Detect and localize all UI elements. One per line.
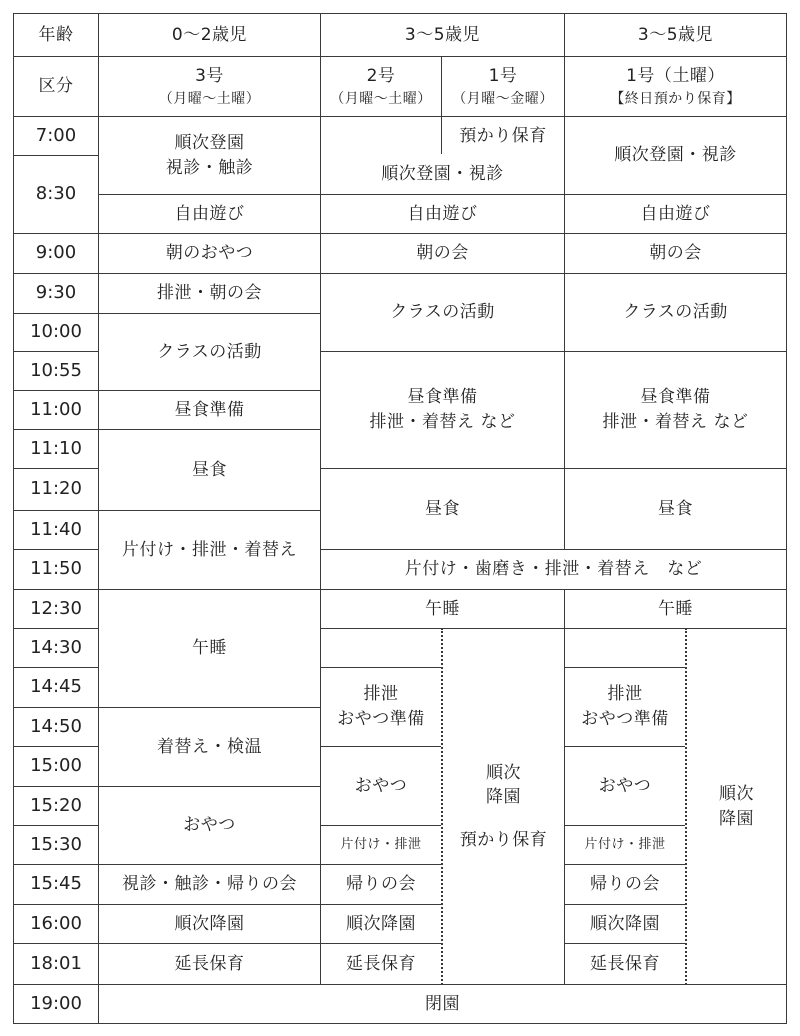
activity-snack: おやつ	[98, 786, 321, 865]
activity-text: 降園	[719, 808, 754, 829]
activity-closing: 閉園	[98, 984, 787, 1024]
header-age-0-2: 0～2歳児	[98, 13, 321, 57]
activity-text: 昼食準備	[640, 387, 711, 408]
header-class-label: 区分	[13, 56, 99, 117]
activity-childcare-1: 預かり保育	[441, 116, 565, 156]
activity-toilet-snack-prep	[320, 667, 442, 747]
activity-arrival-checkup-sat: 順次登園・視診	[564, 116, 787, 195]
activity-text: 降園	[486, 787, 521, 808]
activity-going-home-meeting-sat: 帰りの会	[564, 864, 686, 905]
header-class-3	[98, 56, 321, 117]
class-1-sat-note: 【終日預かり保育】	[610, 90, 741, 107]
activity-arrival-checkup	[98, 116, 321, 195]
activity-text: 預かり保育	[459, 829, 548, 850]
activity-class-sat: クラスの活動	[564, 273, 787, 352]
time-cell: 18:01	[13, 943, 99, 985]
activity-text: 排泄・着替え など	[369, 412, 516, 432]
class-1-title: 1号	[488, 66, 518, 87]
activity-lunch-prep-sat	[564, 351, 787, 469]
header-age-3-5-saturday: 3～5歳児	[564, 13, 787, 57]
time-cell: 11:40	[13, 510, 99, 550]
activity-text: 順次登園	[174, 132, 245, 153]
time-cell: 15:30	[13, 825, 99, 865]
activity-free-play-sat: 自由遊び	[564, 194, 787, 234]
activity-going-home-meeting: 帰りの会	[320, 864, 442, 905]
class-3-days: （月曜～土曜）	[158, 90, 261, 107]
class-3-title: 3号	[195, 66, 224, 87]
activity-text: おやつ準備	[581, 709, 669, 729]
activity-toilet-snack-prep-sat	[564, 667, 686, 747]
time-cell: 10:55	[13, 351, 99, 391]
time-cell: 12:30	[13, 589, 99, 629]
activity-morning-meeting-sat: 朝の会	[564, 233, 787, 274]
activity-lunch-prep: 昼食準備	[98, 390, 321, 430]
time-cell: 16:00	[13, 904, 99, 944]
activity-departure: 順次降園	[320, 904, 442, 944]
header-class-2	[320, 56, 442, 117]
header-class-1-saturday	[564, 56, 787, 117]
activity-text: 排泄	[363, 684, 399, 705]
activity-departure: 順次降園	[98, 904, 321, 944]
activity-class: クラスの活動	[320, 273, 565, 352]
time-cell: 7:00	[13, 116, 99, 156]
header-age-label: 年齢	[13, 13, 99, 57]
activity-free-play: 自由遊び	[98, 194, 321, 234]
time-cell: 15:00	[13, 746, 99, 787]
activity-text: 順次	[486, 762, 521, 783]
time-cell: 9:00	[13, 233, 99, 274]
activity-cleanup-toilet: 片付け・排泄	[320, 825, 442, 865]
time-cell: 11:10	[13, 429, 99, 469]
time-cell: 14:45	[13, 667, 99, 708]
time-cell: 9:30	[13, 273, 99, 314]
activity-extended-care-sat: 延長保育	[564, 943, 686, 985]
activity-morning-meeting: 朝の会	[320, 233, 565, 274]
activity-text: 順次	[719, 783, 754, 804]
activity-nap-sat: 午睡	[564, 589, 787, 629]
activity-lunch-sat: 昼食	[564, 468, 787, 550]
activity-departure-childcare-1	[441, 628, 565, 985]
activity-empty	[564, 628, 686, 668]
activity-extended-care: 延長保育	[320, 943, 442, 985]
class-2-days: （月曜～土曜）	[330, 90, 432, 107]
activity-checkup-meeting: 視診・触診・帰りの会	[98, 864, 321, 905]
activity-arrival-2	[320, 116, 442, 156]
header-class-1	[441, 56, 565, 117]
activity-arrival-checkup: 順次登園・視診	[320, 154, 565, 195]
activity-change-temperature: 着替え・検温	[98, 707, 321, 787]
activity-cleanup-toilet-sat: 片付け・排泄	[564, 825, 686, 865]
activity-lunch: 昼食	[320, 468, 565, 550]
activity-snack-sat: おやつ	[564, 746, 686, 826]
activity-lunch-prep	[320, 351, 565, 469]
activity-nap: 午睡	[98, 589, 321, 708]
time-cell: 10:00	[13, 313, 99, 352]
time-cell: 19:00	[13, 984, 99, 1024]
time-cell: 14:50	[13, 707, 99, 747]
time-cell: 14:30	[13, 628, 99, 668]
activity-text: 排泄・着替え など	[602, 412, 749, 432]
activity-nap: 午睡	[320, 589, 565, 629]
time-cell: 8:30	[13, 155, 99, 234]
class-2-title: 2号	[366, 66, 396, 87]
activity-morning-snack: 朝のおやつ	[98, 233, 321, 274]
activity-snack: おやつ	[320, 746, 442, 826]
activity-text: おやつ準備	[337, 709, 425, 729]
activity-empty	[320, 628, 442, 668]
activity-free-play: 自由遊び	[320, 194, 565, 234]
class-1-days: （月曜～金曜）	[452, 90, 554, 107]
activity-class: クラスの活動	[98, 313, 321, 391]
class-1-sat-title: 1号（土曜）	[626, 66, 725, 87]
activity-text: 昼食準備	[407, 387, 478, 408]
activity-lunch: 昼食	[98, 429, 321, 511]
activity-extended-care: 延長保育	[98, 943, 321, 985]
activity-departure-sat-all-day	[685, 628, 787, 985]
time-cell: 11:00	[13, 390, 99, 430]
activity-text: 排泄	[607, 684, 643, 705]
time-cell: 15:45	[13, 864, 99, 905]
activity-departure-sat: 順次降園	[564, 904, 686, 944]
activity-text: 視診・触診	[165, 157, 254, 178]
activity-cleanup-brushing: 片付け・歯磨き・排泄・着替え など	[320, 549, 787, 590]
time-cell: 11:20	[13, 468, 99, 511]
header-age-3-5-weekday: 3～5歳児	[320, 13, 565, 57]
activity-cleanup: 片付け・排泄・着替え	[98, 510, 321, 590]
activity-toilet-meeting: 排泄・朝の会	[98, 273, 321, 314]
time-cell: 11:50	[13, 549, 99, 590]
time-cell: 15:20	[13, 786, 99, 826]
